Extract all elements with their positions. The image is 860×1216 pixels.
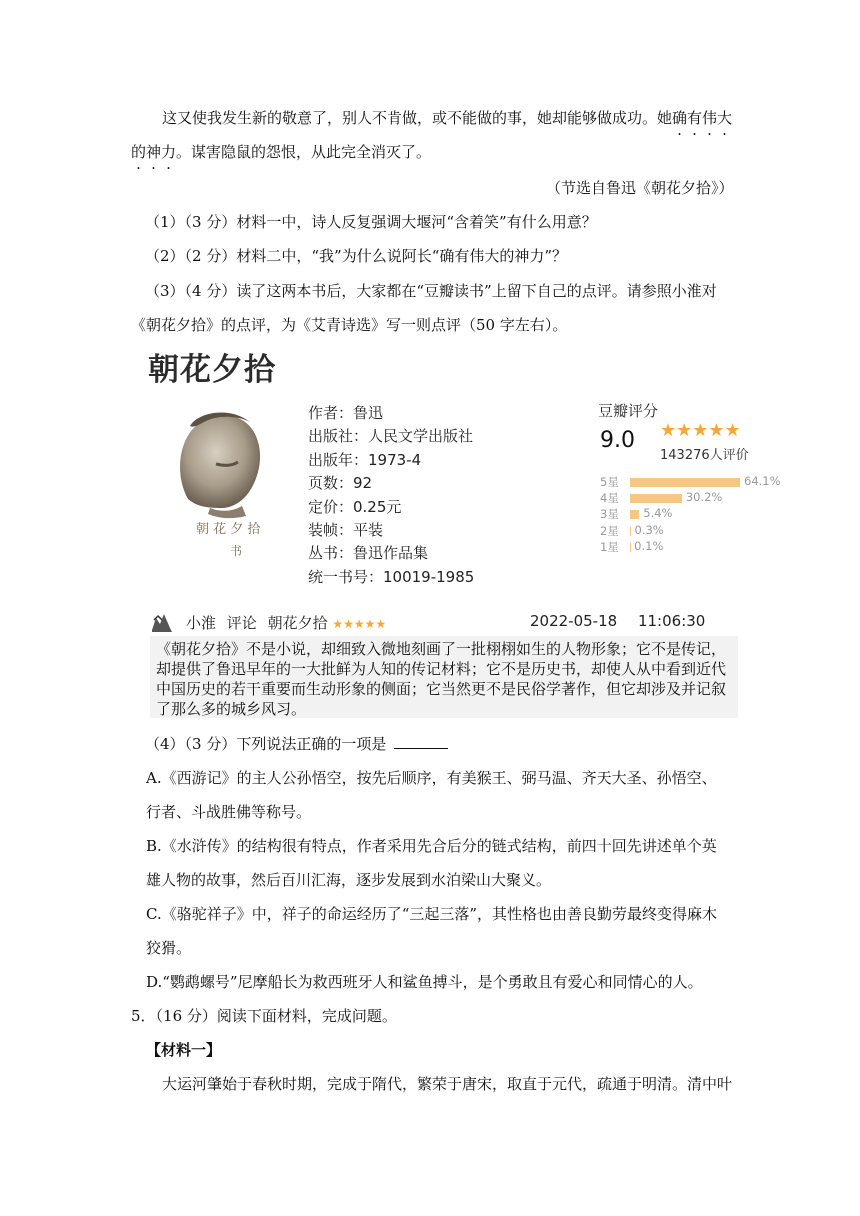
comment-action: 评论 [226,614,257,632]
rating-stars: ★★★★★ [660,420,741,441]
meta-price: 定价：0.25元 [308,497,402,516]
option-c-line2: 狡猾。 [146,939,192,957]
meta-pages: 页数：92 [308,474,373,493]
comment-time: 11:06:30 [637,612,706,630]
rating-bar [630,510,639,519]
para1-line2 [131,142,431,162]
question-4-text: （4）（3 分）下列说法正确的一项是 [145,735,387,753]
rating-count: 143276人评价 [660,448,749,463]
emph-char: 力 [161,143,177,161]
rating-score: 9.0 [600,428,635,453]
rating-row-label: 5星 [600,475,619,489]
comment-book: 朝花夕拾 [267,614,328,632]
meta-pub-year: 出版年：1973-4 [308,450,422,469]
emph-char: 确 [672,109,688,127]
comment-stars: ★★★★★ [332,617,387,631]
rating-bar [630,478,740,487]
comment-header [186,612,386,633]
avatar [150,610,174,634]
material-1-line1: 大运河肇始于春秋时期，完成于隋代，繁荣于唐宋，取直于元代，疏通于明清。清中叶 [162,1075,733,1093]
question-5: 5．（16 分）阅读下面材料，完成问题。 [131,1007,397,1025]
question-1: （1）（3 分）材料一中，诗人反复强调大堰河“含着笑”有什么用意？ [145,213,597,231]
comment-line: 却提供了鲁迅早年的一大批鲜为人知的传记材料；它不是历史书，却使人从中看到近代 [156,660,727,678]
option-a-line1: A.《西游记》的主人公孙悟空，按先后顺序，有美猴王、弼马温、齐天大圣、孙悟空、 [146,769,717,787]
question-3-line2: 《朝花夕拾》的点评，为《艾青诗选》写一则点评（50 字左右）。 [131,316,568,334]
rating-label: 豆瓣评分 [598,402,659,420]
rating-row-label: 4星 [600,491,619,506]
rating-row-percent: 0.1% [634,538,664,553]
question-3-line1: （3）（4 分）读了这两本书后，大家都在“豆瓣读书”上留下自己的点评。请参照小淮对 [145,282,717,300]
para1-line1 [162,108,732,128]
emph-char: 有 [687,109,703,127]
meta-publisher: 出版社：人民文学出版社 [308,427,474,446]
emph-char: 大 [717,109,733,127]
option-b-line1: B.《水浒传》的结构很有特点，作者采用先合后分的链式结构，前四十回先讲述单个英 [146,837,717,855]
cover-subtitle-text: 书 [230,544,243,558]
rating-row-percent: 0.3% [634,522,664,537]
material-1-heading: 【材料一】 [146,1041,222,1059]
rating-row-percent: 30.2% [685,490,723,505]
author-portrait-image [160,404,290,574]
emph-char: 的 [131,143,147,161]
comment-date: 2022-05-18 [530,612,618,630]
emph-char: 伟 [702,109,718,127]
question-4 [145,734,448,754]
emph-char: 神 [146,143,162,161]
meta-book-number: 统一书号：10019-1985 [308,567,475,586]
book-title: 朝花夕拾 [148,352,276,388]
comment-datetime [530,612,705,630]
cover-title-text: 朝 花 夕 拾 [196,522,261,537]
meta-author: 作者：鲁迅 [308,404,384,422]
comment-line: 《朝花夕拾》不是小说，却细致入微地刻画了一批栩栩如生的人物形象；它不是传记， [156,640,727,658]
rating-row-percent: 64.1% [744,474,781,488]
para1-line2-text: 。谋害隐鼠的怨恨，从此完全消灭了。 [176,143,432,161]
para1-line1-text: 这又使我发生新的敬意了，别人不肯做，或不能做的事，她却能够做成功。她 [162,109,673,127]
rating-row-label: 2星 [600,523,619,538]
option-b-line2: 雄人物的故事，然后百川汇海，逐步发展到水泊梁山大聚义。 [146,871,552,889]
rating-row-label: 1星 [600,539,619,554]
rating-row-percent: 5.4% [643,506,673,521]
comment-line: 中国历史的若干重要而生动形象的侧面；它当然更不是民俗学著作，但它却涉及并记叙 [156,680,727,698]
meta-binding: 装帧：平装 [308,521,384,540]
rating-bar [630,494,682,503]
comment-user: 小淮 [186,614,217,632]
book-cover [160,404,290,574]
question-2: （2）（2 分）材料二中，“我”为什么说阿长“确有伟大的神力”？ [145,247,568,265]
answer-blank[interactable] [394,734,448,749]
option-a-line2: 行者、斗战胜佛等称号。 [146,803,312,821]
book-meta [308,402,474,589]
rating-row-label: 3星 [600,507,619,522]
meta-series: 丛书：鲁迅作品集 [308,544,429,563]
comment-line: 了那么多的城乡风习。 [156,700,307,718]
rating-bar [630,527,631,536]
option-c-line1: C.《骆驼祥子》中，祥子的命运经历了“三起三落”，其性格也由善良勤劳最终变得麻木 [146,905,718,923]
option-d-line1: D.“鹦鹉螺号”尼摩船长为救西班牙人和鲨鱼搏斗，是个勇敢且有爱心和同情心的人。 [146,973,703,991]
source-citation: （节选自鲁迅《朝花夕拾》） [546,179,734,197]
